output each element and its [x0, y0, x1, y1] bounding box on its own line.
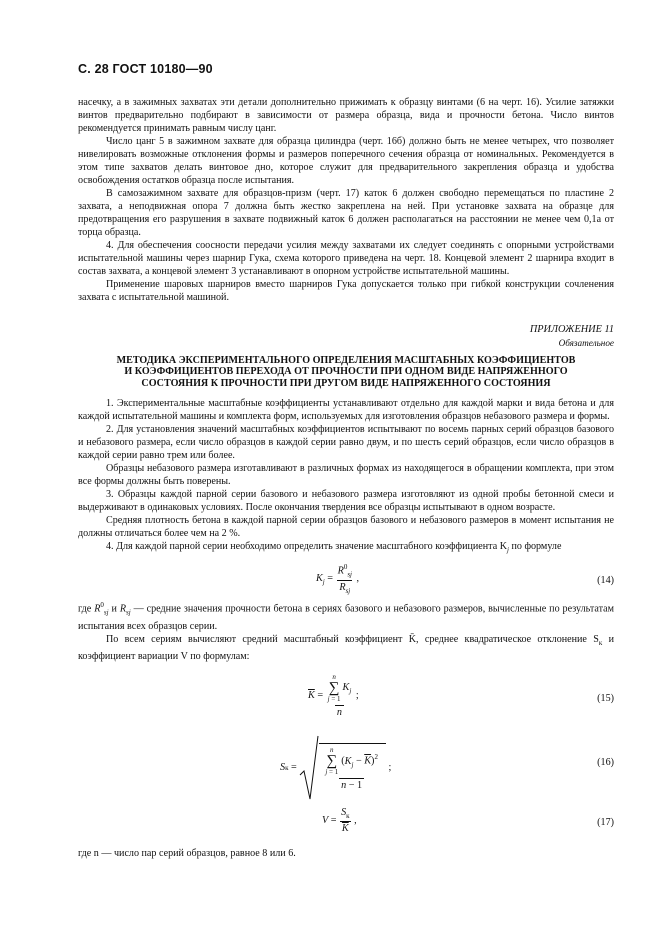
formula-15: $\overline{K}$ = n ∑ j = 1 $K_j$ n ; (15) — [308, 672, 614, 718]
title-line: МЕТОДИКА ЭКСПЕРИМЕНТАЛЬНОГО ОПРЕДЕЛЕНИЯ МАСШТАБНЫХ КОЭФФИЦИЕНТОВ — [116, 354, 576, 366]
page — [78, 62, 614, 860]
paragraph: 2. Для установления значений масштабных коэффициентов испытывают по восемь парных серий образцов базового и небазового размера, если число образцов в каждой серии равно двум, и по шесть серий образцов, если число образцов в каждой серии равно трем или более. — [78, 424, 614, 462]
title-line: И КОЭФФИЦИЕНТОВ ПЕРЕХОДА ОТ ПРОЧНОСТИ ПРИ ОДНОМ ВИДЕ НАПРЯЖЕННОГО — [124, 366, 568, 378]
appendix-status: Обязательное — [558, 337, 614, 348]
formula-number: (17) — [597, 816, 614, 828]
paragraph: Применение шаровых шарниров вместо шарниров Гука допускается только при гибкой конструкции сочленения захвата с испытательной машиной. — [78, 279, 614, 303]
sqrt-sign — [299, 735, 319, 801]
paragraph: где n — число пар серий образцов, равное 8 или 6. — [78, 847, 296, 859]
paragraph: 3. Образцы каждой парной серии базового и небазового размера изготовляют из одной пробы бетонной смеси и выдерживают в одинаковых условиях. После окончания твердения все образцы испытывают в одном возрасте. — [78, 489, 614, 514]
paragraph: По всем сериям вычисляют средний масштабный коэффициент K̄, среднее квадратическое отклонение $S_к$ и коэффициент вариации V по формулам: — [78, 633, 614, 662]
appendix-title — [78, 355, 614, 390]
paragraph: где $R^0_{sj}$ и $R_{sj}$ — средние значения прочности бетона в сериях базового и небазового размеров, вычисленные по результатам испытания всех образцов серии. — [78, 601, 614, 632]
paragraph: В самозажимном захвате для образцов-призм (черт. 17) каток 6 должен свободно перемещаться по пластине 2 захвата, а неподвижная опора 7 должна быть жестко закреплена на ней. При установке захвата на образце для предотвращения его разрушения в захвате подвижный каток 6 должен располагаться на расстоянии не менее чем 0,1a от торца образца. — [78, 188, 614, 238]
paragraph: Образцы небазового размера изготавливают в различных формах из находящегося в обращении комплекта, при этом все формы должны быть поверены. — [78, 463, 614, 488]
paragraph: 4. Для обеспечения соосности передачи усилия между захватами их следует соединять с опорными устройствами испытательной машины через шарнир Гука, схема которого приведена на черт. 18. Концевой элемент 2 шарнира входит в состав захвата, а концевой элемент 3 устанавливают в опорном устройстве испытательной машины. — [78, 240, 614, 277]
paragraph: 1. Экспериментальные масштабные коэффициенты устанавливают отдельно для каждой марки и вида бетона и для каждой испытательной машины и комплекта форм, используемых для изготовления образцов небазового размера и формы. — [78, 398, 614, 423]
formula-14: $K_j$ = $\frac{R^0_{sj}}{R_{sj}}$ , (14) — [316, 563, 614, 595]
paragraph: насечку, а в зажимных захватах эти детали дополнительно прижимать к образцу винтами (6 на черт. 16). Усилие затяжки винтов предварительно подбирают в зависимости от размера образца, вида и прочности бетона. Число винтов рекомендуется принимать равным числу цанг. — [78, 97, 614, 134]
page-header: С. 28 ГОСТ 10180—90 — [78, 62, 213, 76]
formula-16: S к = n ∑ j = 1 $(K_j - \overline{K})^2$ n − 1 ; (16) — [78, 731, 614, 803]
paragraph: Средняя плотность бетона в каждой парной серии образцов базового и небазового размеров в момент испытания не должны отличаться более чем на 2 %. — [78, 515, 614, 540]
paragraph: Число цанг 5 в зажимном захвате для образца цилиндра (черт. 16б) должно быть не менее четырех, что позволяет нивелировать возможные отклонения формы и размеров поперечного сечения образца от номинальных. Рекомендуется в этом типе захватов делать винтовое дно, которое служит для предварительного закрепления образца и удобства освобождения остатков образца после испытания. — [78, 136, 614, 186]
formula-number: (14) — [597, 575, 614, 587]
formula-number: (16) — [597, 756, 614, 768]
formula-number: (15) — [597, 692, 614, 704]
appendix-label: ПРИЛОЖЕНИЕ 11 — [529, 324, 614, 335]
paragraph: 4. Для каждой парной серии необходимо определить значение масштабного коэффициента $K_j$ по формуле — [106, 541, 562, 555]
title-line: СОСТОЯНИЯ К ПРОЧНОСТИ ПРИ ДРУГОМ ВИДЕ НАПРЯЖЕННОГО СОСТОЯНИЯ — [141, 377, 551, 389]
formula-17: V = $\frac{S_к}{K}$ , (17) — [322, 806, 614, 834]
